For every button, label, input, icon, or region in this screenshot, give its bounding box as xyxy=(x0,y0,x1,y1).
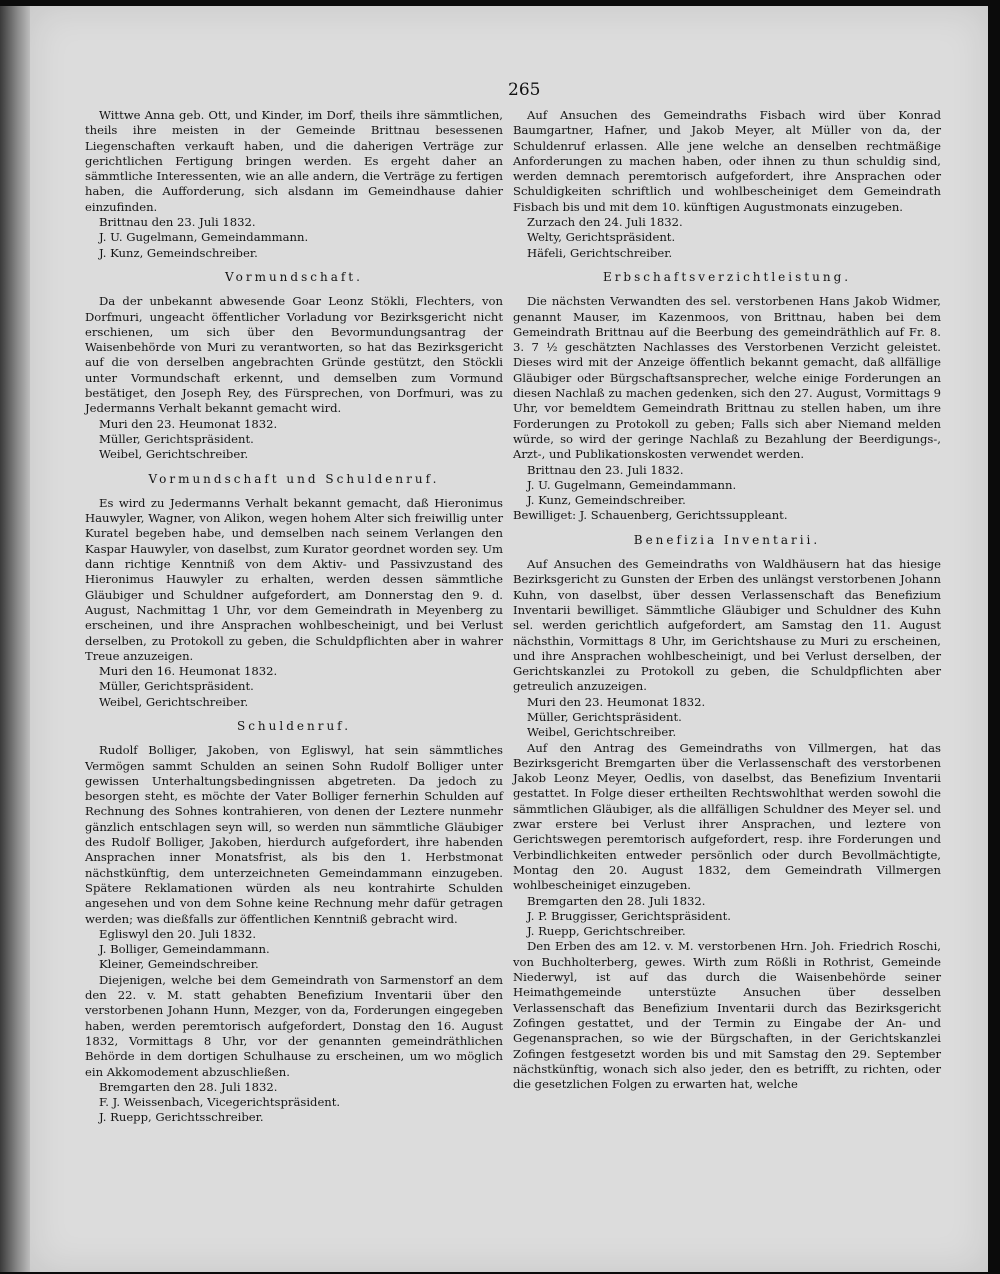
binding-gutter xyxy=(0,6,30,1272)
signature: Weibel, Gerichtschreiber. xyxy=(99,447,249,462)
place-date: Egliswyl den 20. Juli 1832. xyxy=(99,926,257,941)
signature: F. J. Weissenbach, Vicegerichtspräsident. xyxy=(99,1095,341,1110)
notice-text: Wittwe Anna geb. Ott, und Kinder, im Dorf, theils ihre sämmtlichen, theils ihre meisten in der Gemeinde Brittnau besessenen Liegenschaften verkauft haben, und die daherigen Verträge zur gerichtlichen Fertigung bringen werden. Es ergeht daher an sämmtliche Interessenten, wie an alle andern, die Verträge zu fertigen haben, die Aufforderung, sich alsdann im Gemeindhause dahier einzufinden. xyxy=(85,108,503,214)
notice-vormundschaft xyxy=(85,270,503,463)
section-heading: Schuldenruf. xyxy=(236,718,352,733)
signature: Müller, Gerichtspräsident. xyxy=(527,709,682,724)
notice-text: Rudolf Bolliger, Jakoben, von Egliswyl, hat sein sämmtliches Vermögen sammt Schulden an seinen Sohn Rudolf Bolliger unter gewissen Unterhaltungsbedingnissen abgetreten. Da jedoch zu besorgen steht, es möchte der Vater Bolliger fernerhin Schulden auf Rechnung des Sohnes kontrahieren, von denen der Leztere nunmehr gänzlich entschlagen seyn will, so werden nun sämmtliche Gläubiger des Rudolf Bolliger, Jakoben, hierdurch aufgefordert, ihre habenden Ansprachen inner Monatsfrist, als bis den 1. Herbstmonat nächstkünftig, dem unterzeichneten Gemeindammann einzugeben. Spätere Reklamationen würden als neu kontrahirte Schulden angesehen und von dem Sohne keine Rechnung mehr dafür getragen werden; was dießfalls zur öffentlichen Kenntniß gebracht wird. xyxy=(85,743,503,926)
signature: J. Kunz, Gemeindschreiber. xyxy=(527,493,686,508)
notice-vormundschaft-schuldenruf xyxy=(85,472,503,710)
section-heading: Vormundschaft und Schuldenruf. xyxy=(148,471,440,486)
place-date: Brittnau den 23. Juli 1832. xyxy=(99,215,256,230)
signature: Welty, Gerichtspräsident. xyxy=(527,230,676,245)
signature: Häfeli, Gerichtschreiber. xyxy=(527,245,673,260)
notice-text: Auf den Antrag des Gemeindraths von Villmergen, hat das Bezirksgericht Bremgarten über die Verlassenschaft des verstorbenen Jakob Leonz Meyer, Oedlis, von daselbst, das Benefizium Inventarii gestattet. In Folge dieser ertheilten Rechtswohlthat werden sowohl die sämmtlichen Gläubiger, als die allfälligen Schuldner des Meyer sel. und zwar erstere bei Verlust ihrer Ansprachen, und leztere von Gerichtswegen peremtorisch aufgefordert, resp. ihre Forderungen und Verbindlichkeiten entweder persönlich oder durch Bevollmächtigte, Montag den 20. August 1832, dem Gemeindrath Villmergen wohlbescheiniget einzugeben. xyxy=(513,740,941,893)
place-date: Muri den 23. Heumonat 1832. xyxy=(527,694,706,709)
notice-text: Auf Ansuchen des Gemeindraths von Waldhäusern hat das hiesige Bezirksgericht zu Gunsten der Erben des unlängst verstorbenen Johann Kuhn, von daselbst, über dessen Verlassenschaft das Benefizium Inventarii bewilliget. Sämmtliche Gläubiger und Schuldner des Kuhn sel. werden gerichtlich aufgefordert, am Samstag den 11. August nächsthin, Vormittags 8 Uhr, im Gerichtshause zu Muri zu erscheinen, und ihre Ansprachen wohlbescheinigt, und bei Verlust derselben, der Gerichtskanzlei zu Protokoll zu geben, die Schuldpflichten aber getreulich anzuzeigen. xyxy=(513,557,941,694)
section-heading: Benefizia Inventarii. xyxy=(633,532,821,547)
notice-text: Die nächsten Verwandten des sel. verstorbenen Hans Jakob Widmer, genannt Mauser, im Kazenmoos, von Brittnau, haben bei dem Gemeindrath Brittnau auf die Beerbung des gemeindräthlich auf Fr. 8. 3. 7 ½ geschätzten Nachlasses des Verstorbenen Verzicht geleistet. Dieses wird mit der Anzeige öffentlich bekannt gemacht, daß allfällige Gläubiger oder Bürgschaftsansprecher, welche einige Forderungen an diesen Nachlaß zu machen gedenken, sich den 27. August, Vormittags 9 Uhr, vor bemeldtem Gemeindrath Brittnau zu stellen haben, um ihre Forderungen zu Protokoll zu geben; Falls sich aber Niemand melden würde, so wird der geringe Nachlaß zu Bezahlung der Beerdigungs-, Arzt-, und Publikationskosten verwendet werden. xyxy=(513,294,941,462)
place-date: Zurzach den 24. Juli 1832. xyxy=(527,215,683,230)
signature: J. Bolliger, Gemeindammann. xyxy=(99,942,270,957)
signature: J. P. Bruggisser, Gerichtspräsident. xyxy=(527,908,731,923)
approval-line: Bewilliget: J. Schauenberg, Gerichtssuppleant. xyxy=(513,508,788,523)
notice-brittnau-sale xyxy=(85,108,503,261)
page-number: 265 xyxy=(508,80,541,100)
section-heading: Vormundschaft. xyxy=(225,269,363,284)
signature: J. Ruepp, Gerichtschreiber. xyxy=(527,924,686,939)
place-date: Brittnau den 23. Juli 1832. xyxy=(527,462,684,477)
signature: J. U. Gugelmann, Gemeindammann. xyxy=(99,230,309,245)
signature: J. Ruepp, Gerichtsschreiber. xyxy=(99,1110,264,1125)
signature: Müller, Gerichtspräsident. xyxy=(99,679,254,694)
signature: J. Kunz, Gemeindschreiber. xyxy=(99,245,258,260)
notice-text: Da der unbekannt abwesende Goar Leonz Stökli, Flechters, von Dorfmuri, ungeacht öffentlicher Vorladung vor Bezirksgericht nicht erschienen, um sich über den Bevormundungsantrag der Waisenbehörde von Muri zu verantworten, so hat das Bezirksgericht auf die von derselben angebrachten Gründe gestützt, den Stöckli unter Vormundschaft erkennt, und demselben zum Vormund bestätiget, den Joseph Rey, des Fürsprechen, von Dorfmuri, was zu Jedermanns Verhalt bekannt gemacht wird. xyxy=(85,294,503,416)
place-date: Muri den 23. Heumonat 1832. xyxy=(99,416,278,431)
notice-text: Den Erben des am 12. v. M. verstorbenen Hrn. Joh. Friedrich Roschi, von Buchholterberg, gewes. Wirth zum Rößli in Rothrist, Gemeinde Niederwyl, ist auf das durch die Waisenbehörde seiner Heimathgemeinde unterstüzte Ansuchen über desselben Verlassenschaft das Benefizium Inventarii durch das Bezirksgericht Zofingen gestattet, und der Termin zu Eingabe der An- und Gegenansprachen, so wie der Bürgschaften, in der Gerichtskanzlei Zofingen festgesetzt worden bis und mit Samstag den 29. September nächstkünftig, wonach sich also jeder, den es betrifft, zu richten, oder die gesetzlichen Folgen zu erwarten hat, welche xyxy=(513,939,941,1092)
notice-villmergen xyxy=(513,741,941,940)
signature: Müller, Gerichtspräsident. xyxy=(99,431,254,446)
signature: J. U. Gugelmann, Gemeindammann. xyxy=(527,477,737,492)
notice-roschi xyxy=(513,939,941,1092)
notice-text: Diejenigen, welche bei dem Gemeindrath von Sarmenstorf an dem den 22. v. M. statt gehabten Benefizium Inventarii über den verstorbenen Johann Hunn, Mezger, von da, Forderungen eingegeben haben, werden peremtorisch aufgefordert, Donstag den 16. August 1832, Vormittags 8 Uhr, vor der genannten gemeindräthlichen Behörde in dem dortigen Schulhause zu erscheinen, um wo möglich ein Akkomodement abzuschließen. xyxy=(85,972,503,1079)
notice-sarmenstorf xyxy=(85,973,503,1126)
signature: Weibel, Gerichtschreiber. xyxy=(99,694,249,709)
document-page xyxy=(30,6,988,1272)
section-heading: Erbschaftsverzichtleistung. xyxy=(602,269,852,284)
place-date: Muri den 16. Heumonat 1832. xyxy=(99,664,278,679)
notice-fisbach xyxy=(513,108,941,261)
signature: Weibel, Gerichtschreiber. xyxy=(527,725,677,740)
notice-benefizia xyxy=(513,533,941,741)
notice-schuldenruf xyxy=(85,719,503,973)
notice-erbschaftsverzicht xyxy=(513,270,941,524)
notice-text: Auf Ansuchen des Gemeindraths Fisbach wird über Konrad Baumgartner, Hafner, und Jakob Meyer, alt Müller von da, der Schuldenruf erlassen. Alle jene welche an denselben rechtmäßige Anforderungen zu machen haben, oder ihnen zu thun schuldig sind, werden demnach peremtorisch aufgefordert, ihre Ansprachen oder Schuldigkeiten schriftlich und wohlbescheiniget dem Gemeindrath Fisbach bis und mit dem 10. künftigen Augustmonats einzugeben. xyxy=(513,108,941,214)
left-column xyxy=(85,108,503,1126)
signature: Kleiner, Gemeindschreiber. xyxy=(99,957,259,972)
place-date: Bremgarten den 28. Juli 1832. xyxy=(99,1079,278,1094)
right-column xyxy=(513,108,941,1092)
place-date: Bremgarten den 28. Juli 1832. xyxy=(527,893,706,908)
notice-text: Es wird zu Jedermanns Verhalt bekannt gemacht, daß Hieronimus Hauwyler, Wagner, von Alikon, wegen hohem Alter sich freiwillig unter Kuratel begeben habe, und demselben nach seinem Verlangen den Kaspar Hauwyler, von daselbst, zum Kurator geordnet worden sey. Um dann richtige Kenntniß von dem Aktiv- und Passivzustand des Hieronimus Hauwyler zu erhalten, werden dessen sämmtliche Gläubiger und Schuldner aufgefordert, am Donnerstag den 9. d. August, Nachmittag 1 Uhr, vor dem Gemeindrath in Meyenberg zu erscheinen, und ihre Ansprachen wohlbescheinigt, und bei Verlust derselben, zu Protokoll zu geben, die Schuldpflichten aber in wahrer Treue anzuzeigen. xyxy=(85,495,503,663)
